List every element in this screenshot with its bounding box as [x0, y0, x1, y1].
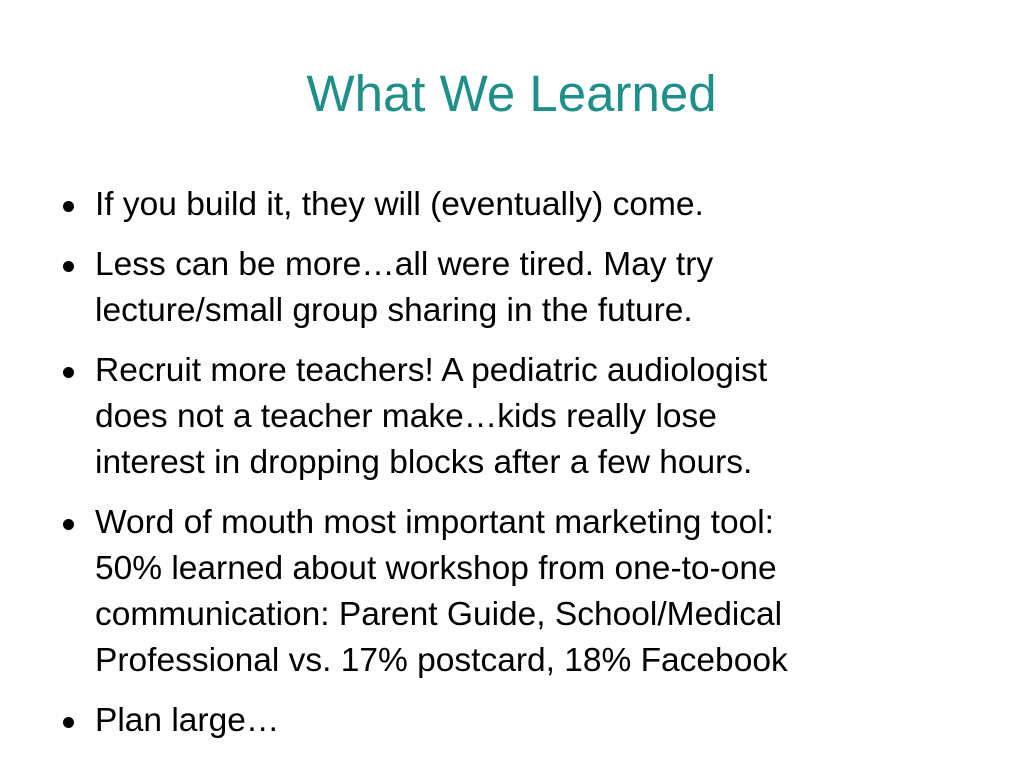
bullet-line: Word of mouth most important marketing tool:: [95, 504, 774, 541]
bullet-line: 50% learned about workshop from one-to-one: [95, 550, 777, 587]
bullet-icon: [63, 519, 74, 530]
bullet-line: Recruit more teachers! A pediatric audiologist: [95, 352, 768, 389]
bullet-line: Plan large…: [95, 702, 280, 739]
bullet-line: interest in dropping blocks after a few hours.: [95, 444, 753, 481]
bullet-line: Less can be more…all were tired. May try: [95, 246, 714, 283]
bullet-icon: [63, 261, 74, 272]
bullet-item: [58, 500, 978, 684]
bullet-item: [58, 242, 978, 334]
bullet-item: [58, 182, 978, 228]
bullet-icon: [63, 367, 74, 378]
bullet-line: If you build it, they will (eventually) come.: [95, 186, 704, 223]
bullet-line: Professional vs. 17% postcard, 18% Facebook: [95, 642, 788, 679]
bullet-line: communication: Parent Guide, School/Medical: [95, 596, 783, 633]
slide-title: What We Learned: [306, 65, 717, 122]
bullet-line: does not a teacher make…kids really lose: [95, 398, 717, 435]
bullet-item: [58, 698, 978, 744]
bullet-line: lecture/small group sharing in the future.: [95, 292, 693, 329]
bullet-icon: [63, 717, 74, 728]
bullet-item: [58, 348, 978, 486]
bullet-icon: [63, 201, 74, 212]
bullet-list: [58, 182, 978, 758]
